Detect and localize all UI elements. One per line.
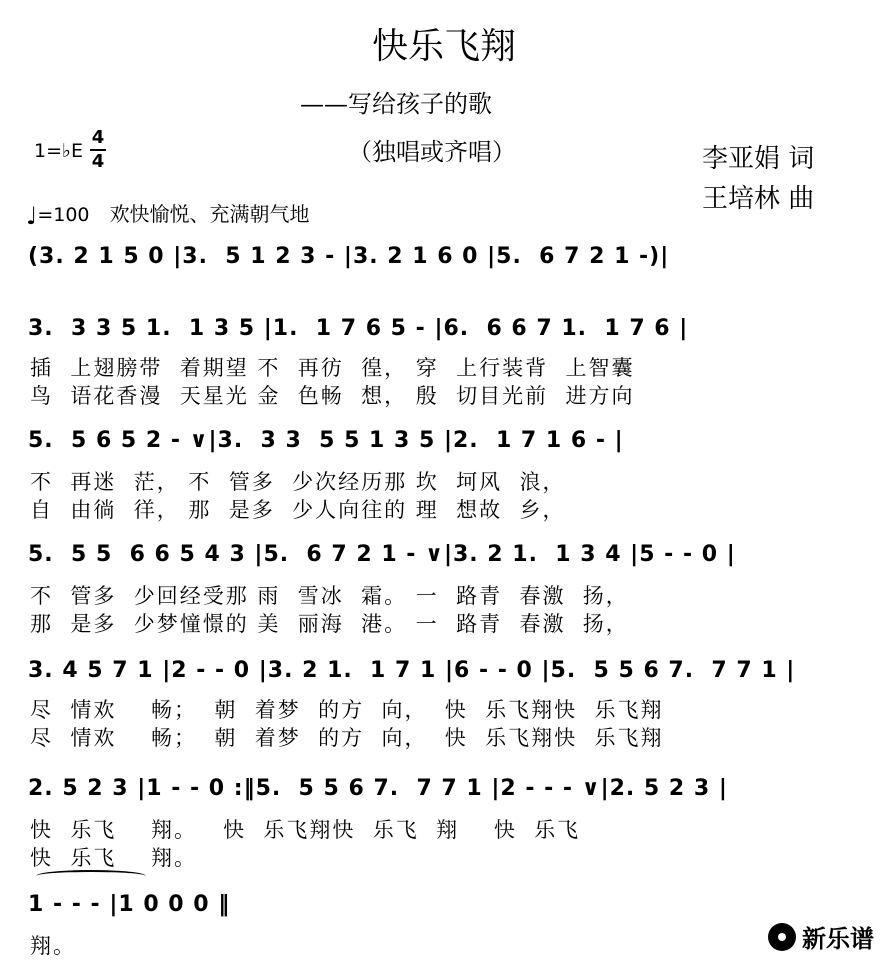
record-disc-icon xyxy=(768,923,796,951)
song-subtitle: ——写给孩子的歌 xyxy=(300,90,492,118)
score-line-3 xyxy=(28,428,860,462)
score-line-5 xyxy=(28,658,860,692)
lyric-verse-1: 尽 情欢 畅； 朝 着梦 的方 向， 快 乐飞翔快 乐飞翔 xyxy=(30,698,664,722)
lyric-verse-1: 不 再迷 茫， 不 管多 少次经历那 坎 坷风 浪， xyxy=(30,470,566,494)
score-line-1 xyxy=(28,244,860,278)
lyric-final: 翔。 xyxy=(30,934,76,958)
lyric-verse-1: 插 上翅膀带 着期望 不 再彷 徨， 穿 上行装背 上智囊 xyxy=(30,356,635,380)
site-logo xyxy=(768,919,874,954)
time-bottom: 4 xyxy=(91,151,105,172)
score-line-4 xyxy=(28,542,860,576)
slur-mark xyxy=(36,870,146,882)
lyric-verse-2: 鸟 语花香漫 天星光 金 色畅 想， 殷 切目光前 进方向 xyxy=(30,384,635,408)
notation-line: (3. 2 1 5 0 |3. 5 1 2 3 - |3. 2 1 6 0 |5. 6 7 2 1 -)| xyxy=(28,244,670,269)
notation-line: 1 - - - |1 0 0 0 ‖ xyxy=(28,892,231,917)
lyric-verse-2: 自 由徜 徉， 那 是多 少人向往的 理 想故 乡， xyxy=(30,498,566,522)
notation-line: 3. 3 3 5 1. 1 3 5 |1. 1 7 6 5 - |6. 6 6 7 1. 1 7 6 | xyxy=(28,316,689,341)
quarter-note-icon: ♩ xyxy=(26,202,38,230)
lyric-verse-1: 不 管多 少回经受那 雨 雪冰 霜。 一 路青 春激 扬， xyxy=(30,584,629,608)
key-signature: 1=♭E xyxy=(34,140,83,162)
time-top: 4 xyxy=(91,127,105,148)
lyricist-credit: 李亚娟 词 xyxy=(702,144,815,174)
score-line-2 xyxy=(28,316,860,350)
notation-line: 5. 5 6 5 2 - ∨|3. 3 3 5 5 1 3 5 |2. 1 7 1 6 - | xyxy=(28,428,624,453)
lyric-verse-2: 尽 情欢 畅； 朝 着梦 的方 向， 快 乐飞翔快 乐飞翔 xyxy=(30,726,664,750)
performance-note: （独唱或齐唱） xyxy=(348,138,516,166)
notation-line: 5. 5 5 6 6 5 4 3 |5. 6 7 2 1 - ∨|3. 2 1. 1 3 4 |5 - - 0 | xyxy=(28,542,736,567)
score-line-7 xyxy=(28,892,860,926)
time-signature xyxy=(90,128,106,172)
lyric-verse-2: 那 是多 少梦憧憬的 美 丽海 港。 一 路青 春激 扬， xyxy=(30,612,629,636)
tempo-mark xyxy=(26,198,310,230)
lyric-verse-2: 快 乐飞 翔。 xyxy=(30,846,198,870)
expression-mark: 欢快愉悦、充满朝气地 xyxy=(109,202,310,226)
song-title: 快乐飞翔 xyxy=(371,26,516,67)
notation-line: 3. 4 5 7 1 |2 - - 0 |3. 2 1. 1 7 1 |6 - - 0 |5. 5 5 6 7. 7 7 1 | xyxy=(28,658,796,683)
score-line-6 xyxy=(28,776,860,810)
logo-text: 新乐谱 xyxy=(802,925,874,953)
notation-line: 2. 5 2 3 |1 - - 0 :‖5. 5 5 6 7. 7 7 1 |2 - - - ∨|2. 5 2 3 | xyxy=(28,776,728,801)
tempo-value: =100 xyxy=(37,204,90,226)
composer-credit: 王培林 曲 xyxy=(702,184,815,214)
lyric-verse-1: 快 乐飞 翔。 快 乐飞翔快 乐飞 翔 快 乐飞 xyxy=(30,818,581,842)
